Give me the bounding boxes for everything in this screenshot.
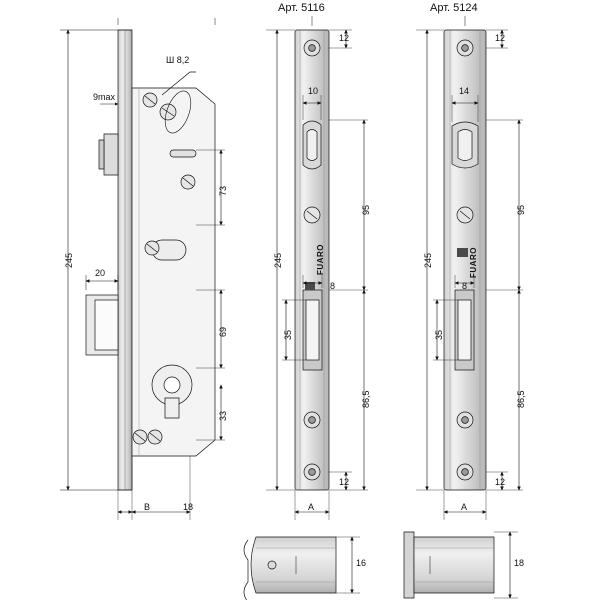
dim-label-73: 73	[218, 185, 228, 196]
dim-label-10-5116: 10	[308, 86, 319, 96]
brand-logo-5116: FUARO	[316, 244, 325, 275]
dim-label-245-left: 245	[64, 252, 74, 268]
dim-label-95-5124: 95	[516, 204, 526, 215]
dim-label-33: 33	[218, 410, 228, 421]
dim-label-245-5116: 245	[273, 252, 283, 268]
dim-label-18-left: 18	[183, 502, 194, 512]
dim-label-a-5124: A	[461, 502, 468, 512]
dim-label-95-5116: 95	[361, 204, 371, 215]
dim-label-14-5124: 14	[459, 86, 470, 96]
dim-label-12-top-5124: 12	[495, 33, 506, 43]
dim-label-865-5116: 86,5	[361, 390, 371, 408]
dim-label-9max: 9max	[93, 92, 116, 102]
dim-label-69: 69	[218, 326, 228, 337]
dim-label-35-5116: 35	[283, 329, 293, 340]
dim-label-12-bottom-5124: 12	[495, 477, 506, 487]
dim-label-12-bottom-5116: 12	[339, 477, 350, 487]
dim-label-thread: Ш 8,2	[166, 55, 190, 65]
dim-label-8-5124: 8	[462, 281, 468, 291]
title-5124: Арт. 5124	[430, 2, 478, 14]
title-5116: Арт. 5116	[278, 2, 325, 14]
dim-label-35-5124: 35	[434, 329, 444, 340]
dim-label-16-strike: 16	[356, 558, 367, 568]
dim-label-865-5124: 86,5	[516, 390, 526, 408]
dim-label-18-strike: 18	[514, 558, 525, 568]
brand-logo-5124: FUARO	[469, 247, 478, 278]
dim-label-245-5124: 245	[423, 252, 433, 268]
dim-label-b: B	[144, 502, 151, 512]
dim-label-20: 20	[95, 268, 106, 278]
dim-label-12-top-5116: 12	[339, 33, 350, 43]
dim-label-8-5116: 8	[330, 281, 336, 291]
dim-label-a-5116: A	[308, 502, 315, 512]
